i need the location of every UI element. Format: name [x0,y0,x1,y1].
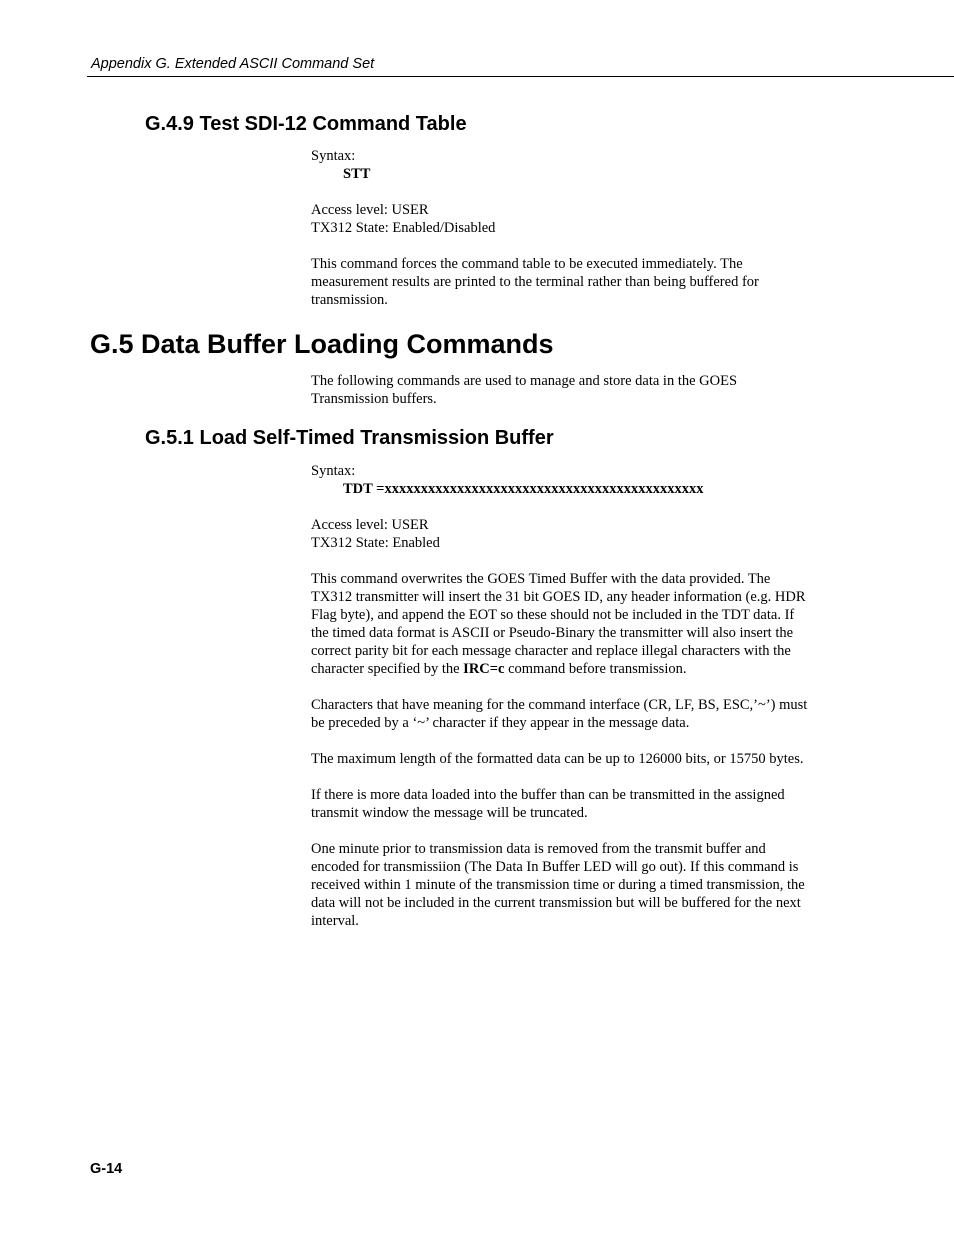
section-body-g49 [311,147,811,309]
running-header: Appendix G. Extended ASCII Command Set [91,56,375,72]
description-paragraph-1 [311,570,811,678]
header-rule [87,76,954,77]
irc-command-ref: IRC=c [463,661,505,677]
access-level: Access level: USER [311,517,429,533]
tx-state: TX312 State: Enabled [311,535,440,551]
section-heading-g5: G.5 Data Buffer Loading Commands [90,329,554,359]
syntax-label: Syntax: [311,463,356,479]
description-paragraph-5: One minute prior to transmission data is removed from the transmit buffer and encoded for transmissiion (The Data In Buffer LED will go out). If this command is received within 1 minute of the transmission time or during a timed transmission, the data will not be included in the current transmission but will be buffered for the next interval. [311,841,805,929]
command-syntax: STT [343,166,371,182]
command-syntax: TDT =xxxxxxxxxxxxxxxxxxxxxxxxxxxxxxxxxxxxxxxxxxxx [343,481,704,497]
para1-text-after: command before transmission. [508,661,687,677]
description-paragraph: This command forces the command table to be executed immediately. The measurement results are printed to the terminal rather than being buffered for transmission. [311,256,759,308]
description-paragraph-2: Characters that have meaning for the command interface (CR, LF, BS, ESC,’~’) must be preceded by a ‘~’ character if they appear in the message data. [311,697,808,731]
intro-paragraph: The following commands are used to manage and store data in the GOES Transmission buffers. [311,373,738,407]
para1-text-before: This command overwrites the GOES Timed Buffer with the data provided. The TX312 transmitter will insert the 31 bit GOES ID, any header information (e.g. HDR Flag byte), and append the EOT so these should not be included in the TDT data. If the timed data format is ASCII or Pseudo-Binary the transmitter will also insert the correct parity bit for each message character and replace illegal characters with the character specified by the [311,571,806,677]
section-heading-g51: G.5.1 Load Self-Timed Transmission Buffer [145,427,554,449]
section-body-g51 [311,462,811,930]
description-paragraph-4: If there is more data loaded into the buffer than can be transmitted in the assigned transmit window the message will be truncated. [311,787,785,821]
description-paragraph-3: The maximum length of the formatted data can be up to 126000 bits, or 15750 bytes. [311,751,804,767]
section-heading-g49: G.4.9 Test SDI-12 Command Table [145,113,467,135]
syntax-label: Syntax: [311,148,356,164]
access-level: Access level: USER [311,202,429,218]
page-number: G-14 [90,1161,123,1177]
tx-state: TX312 State: Enabled/Disabled [311,220,496,236]
section-intro-g5 [311,372,811,408]
